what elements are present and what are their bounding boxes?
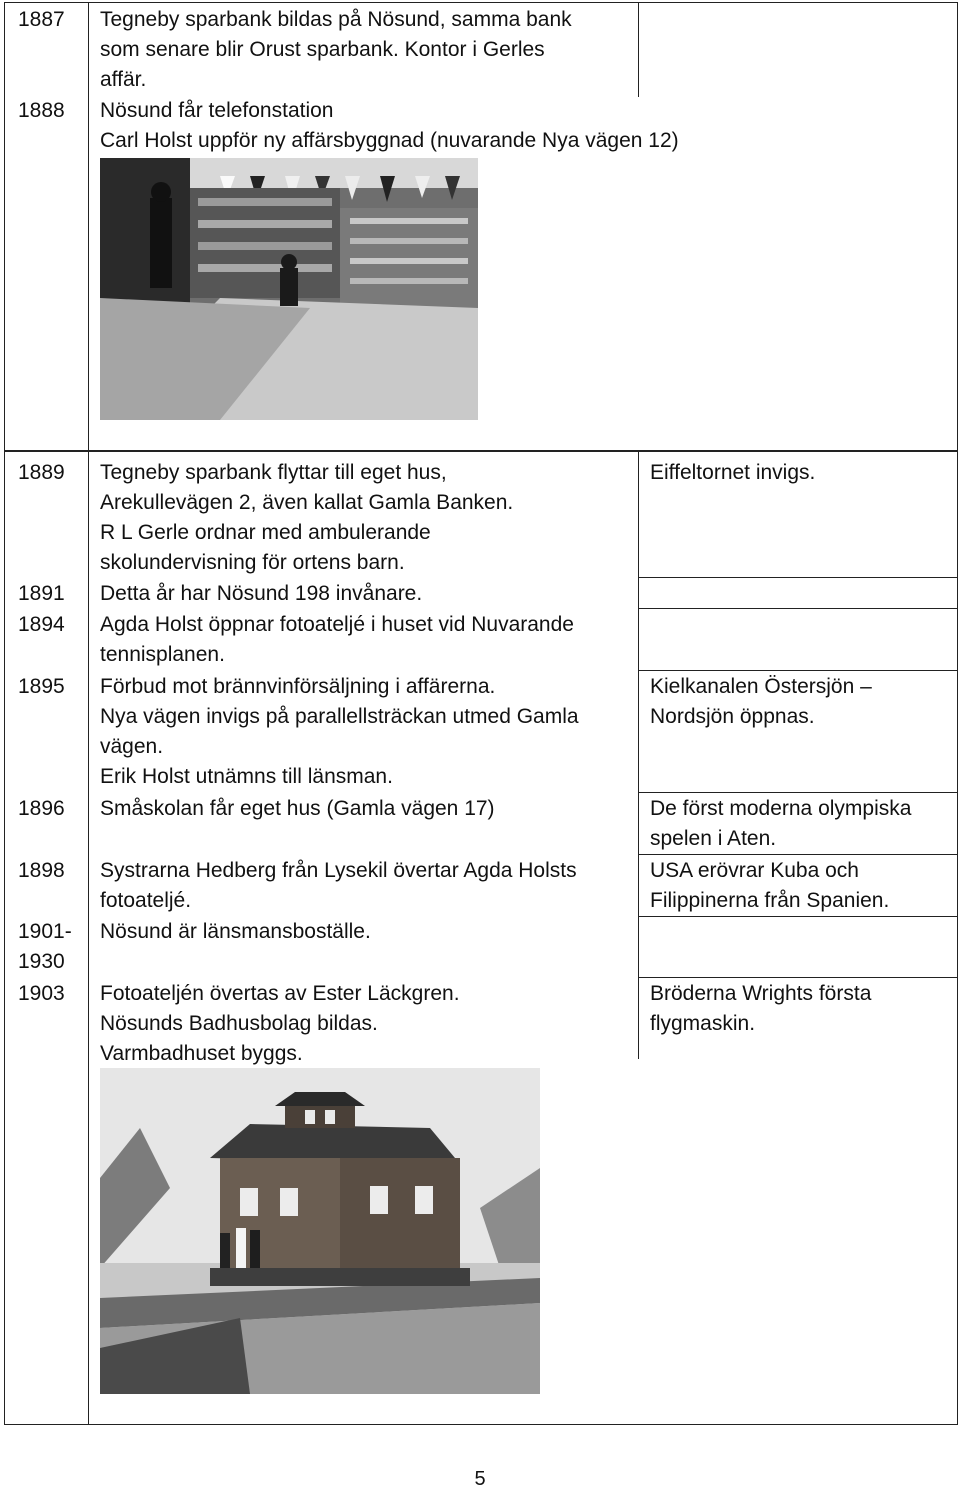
row-divider xyxy=(638,977,958,978)
column-divider xyxy=(88,2,89,451)
page-number: 5 xyxy=(474,1468,486,1490)
row-divider xyxy=(638,792,958,793)
year-cell: 1895 xyxy=(18,675,65,698)
column-divider xyxy=(638,2,639,97)
store-interior-image xyxy=(100,158,478,420)
bathhouse-image xyxy=(100,1068,540,1394)
world-event-cell: USA erövrar Kuba och Filippinerna från Spanien. xyxy=(650,859,890,912)
world-event-cell: De först moderna olympiska spelen i Aten. xyxy=(650,797,912,850)
event-cell: Småskolan får eget hus (Gamla vägen 17) xyxy=(100,797,495,820)
row-divider xyxy=(638,854,958,855)
event-cell: Nösund får telefonstation Carl Holst uppför ny affärsbyggnad (nuvarande Nya vägen 12) xyxy=(100,99,679,152)
row-divider xyxy=(638,916,958,917)
event-cell: Tegneby sparbank flyttar till eget hus, Arekullevägen 2, även kallat Gamla Banken. R L Gerle ordnar med ambulerande skolundervisning för ortens barn. xyxy=(100,461,514,574)
event-cell: Nösund är länsmansboställe. xyxy=(100,920,371,943)
bathhouse-photo xyxy=(100,1068,540,1394)
year-cell: 1887 xyxy=(18,8,65,31)
event-cell: Detta år har Nösund 198 invånare. xyxy=(100,582,423,605)
event-cell: Tegneby sparbank bildas på Nösund, samma bank som senare blir Orust sparbank. Kontor i Gerles affär. xyxy=(100,8,572,91)
year-cell: 1898 xyxy=(18,859,65,882)
year-cell: 1903 xyxy=(18,982,65,1005)
row-divider xyxy=(638,577,958,578)
world-event-cell: Eiffeltornet invigs. xyxy=(650,461,816,484)
event-cell: Fotoateljén övertas av Ester Läckgren. Nösunds Badhusbolag bildas. Varmbadhuset byggs. xyxy=(100,982,460,1065)
year-cell: 1891 xyxy=(18,582,65,605)
event-cell: Förbud mot brännvinförsäljning i affärerna. Nya vägen invigs på parallellsträckan utmed Gamla vägen. Erik Holst utnämns till länsman. xyxy=(100,675,579,788)
row-divider xyxy=(638,670,958,671)
world-event-cell: Bröderna Wrights första flygmaskin. xyxy=(650,982,872,1035)
year-cell: 1901- 1930 xyxy=(18,920,72,973)
event-cell: Agda Holst öppnar fotoateljé i huset vid Nuvarande tennisplanen. xyxy=(100,613,574,666)
year-cell: 1888 xyxy=(18,99,65,122)
year-cell: 1896 xyxy=(18,797,65,820)
column-divider xyxy=(638,451,639,1059)
column-divider xyxy=(88,451,89,1425)
store-interior-photo xyxy=(100,158,478,420)
world-event-cell: Kielkanalen Östersjön – Nordsjön öppnas. xyxy=(650,675,872,728)
row-divider xyxy=(638,608,958,609)
event-cell: Systrarna Hedberg från Lysekil övertar Agda Holsts fotoateljé. xyxy=(100,859,577,912)
year-cell: 1894 xyxy=(18,613,65,636)
year-cell: 1889 xyxy=(18,461,65,484)
